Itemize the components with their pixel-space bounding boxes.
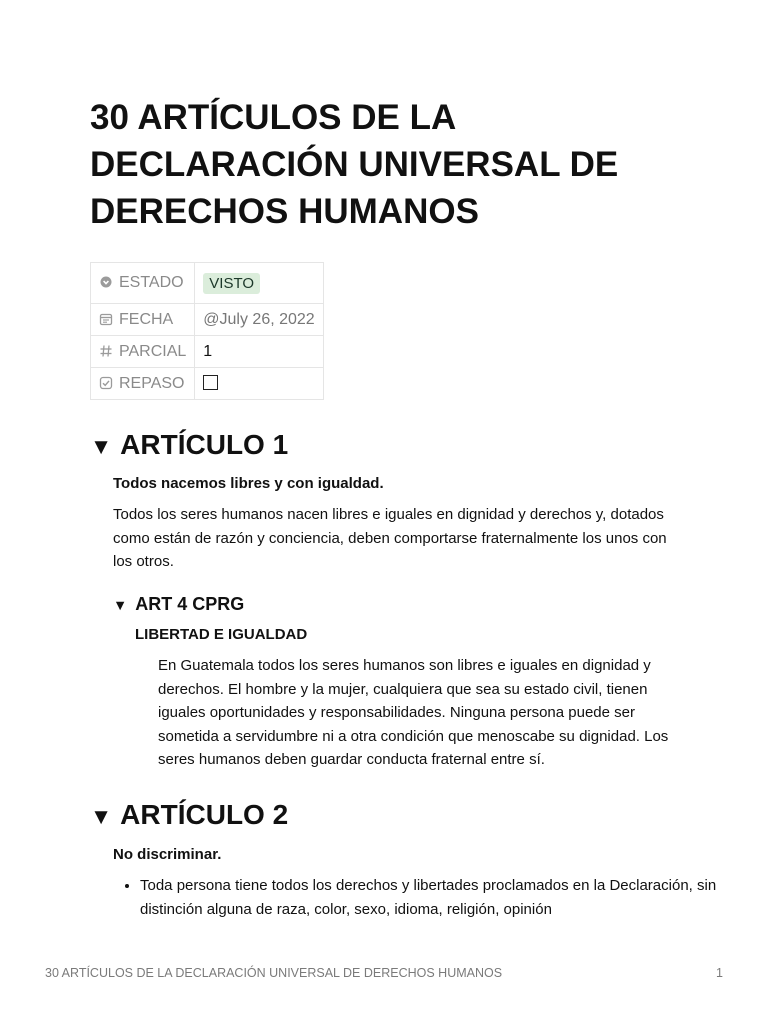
article-1-subtitle: Todos nacemos libres y con igualdad. xyxy=(113,475,384,492)
page-title: 30 ARTÍCULOS DE LA DECLARACIÓN UNIVERSAL DE DERECHOS HUMANOS xyxy=(90,98,619,231)
article-1-heading: ARTÍCULO 1 xyxy=(120,429,289,460)
article-2-subtitle: No discriminar. xyxy=(113,846,222,863)
footer-title: 30 ARTÍCULOS DE LA DECLARACIÓN UNIVERSAL DE DERECHOS HUMANOS xyxy=(45,966,503,980)
toggle-triangle-icon: ▼ xyxy=(90,434,113,459)
status-icon xyxy=(99,275,113,289)
property-value-cell[interactable] xyxy=(195,263,323,304)
property-row-repaso xyxy=(91,368,324,400)
property-key-estado: ESTADO xyxy=(119,274,184,291)
toggle-triangle-icon: ▼ xyxy=(113,598,128,614)
property-row-fecha xyxy=(91,304,324,336)
properties-table xyxy=(90,262,324,400)
art-4-cprg-heading: ART 4 CPRG xyxy=(135,594,245,614)
property-key-cell xyxy=(91,336,195,368)
property-value-repaso xyxy=(195,368,323,400)
property-value-fecha[interactable]: @July 26, 2022 xyxy=(195,304,323,336)
article-2-heading: ARTÍCULO 2 xyxy=(120,799,289,830)
repaso-checkbox[interactable] xyxy=(203,375,218,390)
property-key-cell xyxy=(91,368,195,400)
page-number: 1 xyxy=(716,966,723,980)
hash-icon xyxy=(99,344,113,358)
property-key-cell xyxy=(91,263,195,304)
checkbox-icon xyxy=(99,376,113,390)
list-item: • Toda persona tiene todos los derechos y libertades proclamados en la Declaración, sin distinción alguna de raza, color, sexo, idioma, religión, opinión xyxy=(140,874,720,921)
article-1-text: Todos los seres humanos nacen libres e iguales en dignidad y derechos y, dotados como están de razón y conciencia, deben comportarse fraternalmente los unos con los otros. xyxy=(113,506,667,570)
article-2-toggle[interactable] xyxy=(90,799,288,831)
art-4-cprg-text: En Guatemala todos los seres humanos son libres e iguales en dignidad y derechos. El hombre y la mujer, cualquiera que sea su estado civil, tienen iguales oportunidades y responsabilidades. Ninguna persona puede ser sometida a servidumbre ni a otra condición que menoscabe su dignidad. Los seres humanos deben guardar conducta fraternal entre sí. xyxy=(158,657,669,768)
article-2-bullet-list xyxy=(113,874,720,921)
property-key-fecha: FECHA xyxy=(119,310,174,328)
property-value-parcial[interactable]: 1 xyxy=(195,336,323,368)
article-1-toggle[interactable] xyxy=(90,429,288,461)
property-key-cell xyxy=(91,304,195,336)
property-row-parcial xyxy=(91,336,324,368)
toggle-triangle-icon: ▼ xyxy=(90,804,113,829)
status-badge[interactable]: VISTO xyxy=(203,273,260,294)
property-key-parcial: PARCIAL xyxy=(119,342,187,360)
calendar-icon xyxy=(99,312,113,326)
art-4-cprg-toggle[interactable] xyxy=(113,594,244,615)
property-row-estado xyxy=(91,263,324,304)
property-key-repaso: REPASO xyxy=(119,374,185,392)
art-4-cprg-subtitle: LIBERTAD E IGUALDAD xyxy=(135,626,308,643)
